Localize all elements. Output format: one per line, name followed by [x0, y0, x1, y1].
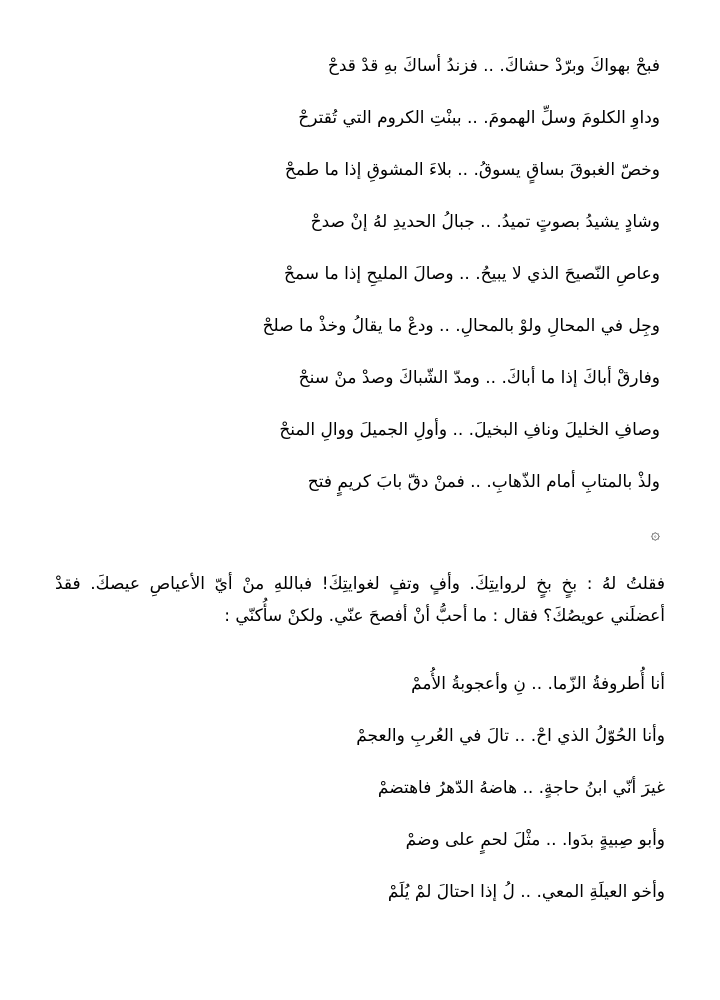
section-ornament: ۞ [650, 524, 660, 543]
poem-verse-4: وشادٍ يشيدُ بصوتٍ تميدُ. .. جبالُ الحديدِ لهُ إنْ صدحْ [310, 212, 660, 232]
poem-verse-14: وأخو العيلَةِ المعي. .. لُ إذا احتالَ لمْ يُلَمْ [387, 882, 665, 902]
poem-verse-3: وخصّ الغبوقَ بساقٍ يسوقُ. .. بلاءَ المشوقِ إذا ما طمحْ [284, 160, 660, 180]
poem-verse-1: فبحْ بهواكَ وبرّدْ حشاكَ. .. فزندُ أساكَ بهِ قدْ قدحْ [327, 56, 660, 76]
poem-verse-7: وفارقْ أباكَ إذا ما أباكَ. .. ومدّ الشّباكَ وصدْ منْ سنحْ [298, 368, 660, 388]
prose-paragraph: فقلتُ لهُ : بخٍ بخٍ لروايتِكَ. وأفٍ وتفٍ لغوايتِكَ! فباللهِ منْ أيّ الأعياصِ عيصكَ. فقدْ أعضلَني عويصُكَ؟ فقال : ما أحبُّ أنْ أفصحَ عنّي. ولكنْ سأُكنّي : [55, 574, 665, 626]
poem-verse-5: وعاصِ النّصيحَ الذي لا يبيحُ. .. وصالَ المليحِ إذا ما سمحْ [284, 264, 660, 284]
poem-verse-9: ولذْ بالمتابِ أمام الذّهابِ. .. فمنْ دقّ بابَ كريمٍ فتح [307, 472, 660, 492]
poem-verse-8: وصافِ الخليلَ ونافِ البخيلَ. .. وأولِ الجميلَ ووالِ المنحْ [279, 420, 660, 440]
poem-verse-10: أنا أُطروفةُ الزّما. .. نِ وأعجوبةُ الأُممْ [411, 674, 665, 694]
poem-verse-13: وأبو صِبيةٍ بدَوا. .. مثْلَ لحمٍ على وضمْ [405, 830, 665, 850]
poem-verse-2: وداوِ الكلومَ وسلِّ الهمومَ. .. ببنْتِ الكروم التي تُقترحْ [298, 108, 660, 128]
poem-verse-11: وأنا الحُوّلُ الذي احْ. .. تالَ في العُربِ والعجمْ [356, 726, 665, 746]
poem-verse-6: وجِل في المحالِ ولوْ بالمحالِ. .. ودعْ ما يقالُ وخذْ ما صلحْ [262, 316, 660, 336]
poem-verse-12: غيرَ أنّي ابنُ حاجةٍ. .. هاضهُ الدّهرُ فاهتضمْ [377, 778, 665, 798]
